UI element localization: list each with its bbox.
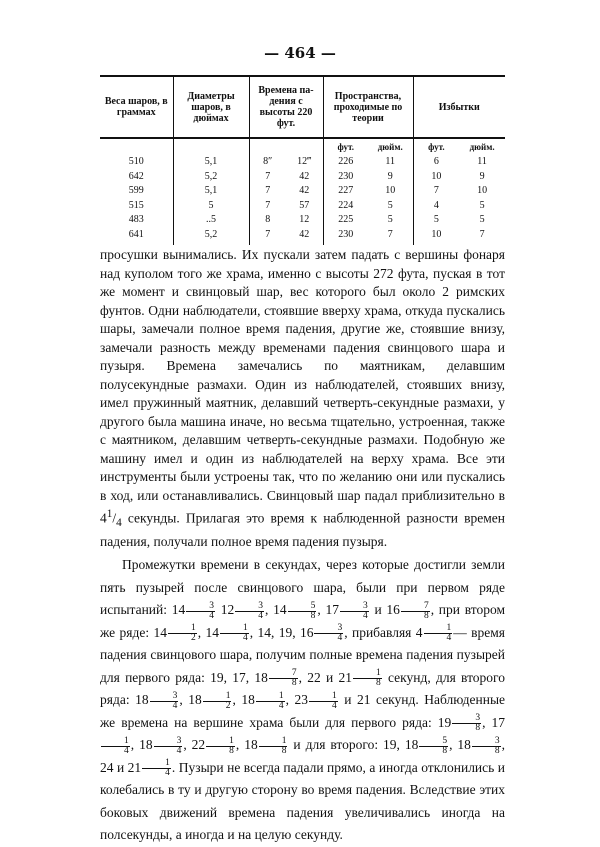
cell-time bbox=[249, 184, 323, 199]
cell-diameter: ..5 bbox=[173, 213, 249, 228]
fraction-denominator: 8 bbox=[442, 745, 448, 756]
time-seconds: 7 bbox=[265, 170, 271, 182]
space-feet: 230 bbox=[338, 170, 354, 182]
fraction-numerator: 1 bbox=[220, 624, 249, 634]
fraction-numerator: 1 bbox=[424, 624, 453, 634]
header-diameter: Диаметры шаров, в дюймах bbox=[173, 76, 249, 138]
space-inches: 9 bbox=[387, 170, 393, 182]
cell-excess bbox=[413, 228, 505, 246]
cell-time bbox=[249, 213, 323, 228]
unit-label: дюйм. bbox=[469, 142, 495, 152]
fraction bbox=[269, 669, 298, 688]
fraction bbox=[203, 692, 232, 711]
excess-inches: 5 bbox=[479, 214, 485, 225]
table-row bbox=[100, 213, 505, 228]
fraction bbox=[142, 759, 171, 778]
fraction bbox=[186, 602, 215, 621]
unit-cell-empty bbox=[173, 138, 249, 155]
text-run: , 17 bbox=[317, 602, 339, 618]
fraction bbox=[309, 692, 338, 711]
page-number: — 464 — bbox=[264, 44, 336, 62]
space-inches: 5 bbox=[387, 199, 393, 211]
fraction-denominator: 4 bbox=[362, 610, 368, 621]
text-run: и для второго: 19, 18 bbox=[288, 737, 419, 753]
text-run: , 18 bbox=[232, 692, 255, 708]
excess-inches: 11 bbox=[477, 156, 487, 167]
fraction bbox=[235, 602, 264, 621]
fraction-numerator: 1 bbox=[353, 669, 382, 679]
text-run: , 14 bbox=[197, 624, 219, 640]
cell-weight: 483 bbox=[128, 214, 144, 225]
fraction-denominator: 8 bbox=[423, 610, 429, 621]
fraction-denominator: 2 bbox=[225, 700, 231, 711]
text-run: секунды. Прилагая это время к наблюденной разности времен падения, получали полное время падения пузыря. bbox=[100, 510, 505, 549]
fraction-denominator: 4 bbox=[209, 610, 214, 621]
unit-cell-empty bbox=[249, 138, 323, 155]
fraction-numerator: 7 bbox=[269, 669, 298, 679]
time-seconds: 8″ bbox=[263, 156, 273, 167]
cell-time bbox=[249, 170, 323, 185]
excess-feet: 5 bbox=[433, 214, 439, 225]
cell-diameter: 5,1 bbox=[173, 184, 249, 199]
space-feet: 230 bbox=[338, 228, 354, 240]
fraction-denominator: 2 bbox=[190, 633, 196, 644]
fraction-numerator: 3 bbox=[472, 737, 501, 747]
text-run: — время падения свинцового шара, получим полные времена падения пузырей для первого ряда: 19, 17, 18 bbox=[100, 624, 506, 685]
cell-excess bbox=[413, 199, 505, 214]
fraction-denominator: 4 bbox=[332, 700, 337, 711]
data-table bbox=[100, 75, 505, 245]
cell-space bbox=[323, 155, 413, 170]
text-run: , 23 bbox=[285, 692, 308, 708]
table-row bbox=[100, 228, 505, 246]
time-seconds: 7 bbox=[265, 199, 271, 211]
fraction-numerator: 3 bbox=[186, 602, 215, 612]
space-feet: 224 bbox=[338, 199, 354, 211]
table-header-row bbox=[100, 76, 505, 138]
text-run: 4 bbox=[116, 517, 122, 530]
fraction-numerator: 3 bbox=[154, 737, 183, 747]
fraction-denominator: 4 bbox=[258, 610, 263, 621]
excess-feet: 7 bbox=[433, 185, 439, 196]
cell-diameter: 5,2 bbox=[173, 228, 249, 246]
text-run: , 14 bbox=[264, 602, 287, 618]
cell-space bbox=[323, 184, 413, 199]
fraction-denominator: 8 bbox=[281, 745, 287, 756]
time-thirds: 12 bbox=[299, 214, 310, 225]
table-row bbox=[100, 199, 505, 214]
text-run: , 18 bbox=[449, 737, 471, 753]
fraction-numerator: 5 bbox=[419, 737, 448, 747]
unit-label: фут. bbox=[337, 142, 354, 152]
text-run: , 17 bbox=[482, 714, 505, 730]
excess-inches: 7 bbox=[479, 228, 485, 240]
fraction-numerator: 1 bbox=[309, 692, 338, 702]
fraction-denominator: 8 bbox=[375, 678, 381, 689]
fraction bbox=[424, 624, 453, 643]
time-seconds: 7 bbox=[265, 228, 271, 240]
header-space: Пространства, проходимые по теории bbox=[323, 76, 413, 138]
cell-time bbox=[249, 228, 323, 246]
fraction bbox=[150, 692, 179, 711]
text-run: 1 bbox=[106, 508, 113, 520]
header-excess: Избытки bbox=[413, 76, 505, 138]
cell-time bbox=[249, 155, 323, 170]
time-seconds: 8 bbox=[265, 214, 271, 225]
fraction bbox=[154, 737, 183, 756]
cell-time bbox=[249, 199, 323, 214]
fraction bbox=[220, 624, 249, 643]
cell-diameter: 5,2 bbox=[173, 170, 249, 185]
unit-cell-excess bbox=[413, 138, 505, 155]
cell-space bbox=[323, 199, 413, 214]
fraction-numerator: 3 bbox=[235, 602, 264, 612]
cell-diameter: 5 bbox=[173, 199, 249, 214]
time-seconds: 7 bbox=[265, 185, 271, 196]
fraction-numerator: 3 bbox=[314, 624, 343, 634]
fraction-numerator: 3 bbox=[452, 714, 481, 724]
text-run: , 24 и 21 bbox=[100, 737, 506, 775]
table-row bbox=[100, 170, 505, 185]
text-run: Промежутки времени в секундах, через которые достигли земли пять пузырей после свинцового шара, были при первом ряде испытаний: 14 bbox=[100, 557, 505, 618]
cell-space bbox=[323, 213, 413, 228]
text-run: и 21 секунд. Наблюденные же времена на вершине храма были для первого ряда: 19 bbox=[100, 692, 506, 730]
fraction bbox=[452, 714, 481, 733]
text-run: , при втором же ряде: 14 bbox=[100, 602, 506, 640]
fraction bbox=[206, 737, 235, 756]
fraction-numerator: 1 bbox=[259, 737, 288, 747]
space-feet: 226 bbox=[338, 156, 354, 167]
fraction bbox=[472, 737, 501, 756]
cell-excess bbox=[413, 184, 505, 199]
fraction-numerator: 7 bbox=[401, 602, 430, 612]
time-thirds: 42 bbox=[299, 228, 310, 240]
excess-feet: 10 bbox=[431, 228, 442, 240]
fraction-denominator: 4 bbox=[337, 633, 343, 644]
fraction-numerator: 1 bbox=[206, 737, 235, 747]
text-run: секунд, для второго ряда: 18 bbox=[100, 669, 505, 708]
fraction-denominator: 4 bbox=[172, 700, 178, 711]
fraction bbox=[314, 624, 343, 643]
cell-weight: 599 bbox=[128, 185, 144, 196]
body-text bbox=[100, 246, 505, 847]
unit-label: фут. bbox=[428, 142, 445, 152]
fraction-numerator: 3 bbox=[150, 692, 179, 702]
text-run: и 16 bbox=[369, 602, 400, 618]
text-run: , прибавляя 4 bbox=[344, 624, 423, 640]
text-run: / bbox=[112, 510, 117, 526]
text-run: , 14, 19, 16 bbox=[249, 624, 314, 640]
excess-feet: 4 bbox=[433, 199, 439, 211]
space-inches: 5 bbox=[387, 214, 393, 225]
cell-weight: 642 bbox=[128, 170, 144, 182]
unit-label: дюйм. bbox=[377, 142, 403, 152]
fraction-denominator: 8 bbox=[310, 610, 316, 621]
fraction-numerator: 5 bbox=[288, 602, 317, 612]
fraction-denominator: 8 bbox=[291, 678, 297, 689]
cell-weight: 510 bbox=[128, 156, 144, 167]
time-thirds: 42 bbox=[299, 170, 310, 182]
fraction bbox=[259, 737, 288, 756]
cell-excess bbox=[413, 155, 505, 170]
header-time: Времена падения с высоты 220 фут. bbox=[249, 76, 323, 138]
excess-inches: 5 bbox=[479, 199, 485, 211]
cell-weight: 515 bbox=[128, 199, 144, 211]
paragraph-2 bbox=[100, 554, 505, 847]
fraction-denominator: 8 bbox=[494, 745, 500, 756]
paragraph-1 bbox=[100, 246, 505, 551]
time-thirds: 57 bbox=[299, 199, 310, 211]
fraction-numerator: 1 bbox=[101, 737, 130, 747]
text-run: . Пузыри не всегда падали прямо, а иногда отклонились и колебались в ту и другую сторону во время падения. Вследствие этих боковых движений времена падения увеличивались иногда на полсекунды, а иногда и на целую секунду. bbox=[100, 759, 505, 843]
text-run: , 22 и 21 bbox=[298, 669, 352, 685]
fraction-denominator: 8 bbox=[229, 745, 234, 756]
fraction-numerator: 1 bbox=[142, 759, 171, 769]
cell-excess bbox=[413, 170, 505, 185]
unit-cell-space bbox=[323, 138, 413, 155]
text-run: , 18 bbox=[235, 737, 258, 753]
header-weight: Веса шаров, в граммах bbox=[100, 76, 173, 138]
cell-diameter: 5,1 bbox=[173, 155, 249, 170]
fraction bbox=[401, 602, 430, 621]
cell-space bbox=[323, 170, 413, 185]
fraction-denominator: 8 bbox=[475, 723, 481, 734]
space-feet: 225 bbox=[338, 214, 354, 225]
table-row bbox=[100, 184, 505, 199]
text-run: , 22 bbox=[183, 737, 206, 753]
table-unit-row bbox=[100, 138, 505, 155]
fraction bbox=[168, 624, 197, 643]
fraction-denominator: 4 bbox=[278, 700, 284, 711]
space-inches: 11 bbox=[385, 156, 396, 167]
fraction bbox=[340, 602, 369, 621]
text-run: , 18 bbox=[179, 692, 202, 708]
fraction bbox=[419, 737, 448, 756]
fraction bbox=[256, 692, 285, 711]
fraction-denominator: 4 bbox=[242, 633, 248, 644]
space-feet: 227 bbox=[338, 185, 354, 196]
fraction-denominator: 4 bbox=[446, 633, 452, 644]
table-row bbox=[100, 155, 505, 170]
time-thirds: 42 bbox=[299, 185, 310, 196]
fraction-denominator: 4 bbox=[176, 745, 182, 756]
space-inches: 10 bbox=[385, 185, 396, 196]
cell-space bbox=[323, 228, 413, 246]
fraction-numerator: 1 bbox=[256, 692, 285, 702]
excess-feet: 6 bbox=[433, 156, 439, 167]
text-run: , 18 bbox=[130, 737, 153, 753]
fraction-denominator: 4 bbox=[124, 745, 129, 756]
excess-feet: 10 bbox=[431, 170, 442, 182]
fraction bbox=[288, 602, 317, 621]
time-thirds: 12‴ bbox=[297, 156, 312, 167]
excess-inches: 9 bbox=[479, 170, 485, 182]
space-inches: 7 bbox=[387, 228, 393, 240]
fraction-numerator: 1 bbox=[168, 624, 197, 634]
text-run: просушки вынимались. Их пускали затем падать с вершины фонаря над куполом того же храма, именно с высоты 272 фута, пуская в тот же момент и свинцовый шар, вес которого был около 2 римских фунтов. Одни наблюдатели, стоявшие вверху храма, откуда пускались шары, замечали полное время падения, другие же, стоявшие внизу, замечали разность между временами падения свинцового шара и пузыря. Времена замечались по маятникам, делавшим полусекундные размахи. Один из наблюдателей, стоявших внизу, имел пружинный маятник, делавший четверть-секундные размахи, у другого была машина иначе, но весьма тщательно, устроенная, также с маятником, делавшим четверть-секундные размахи. Подобную же машину имел и один из наблюдателей на верху храма. Все эти инструменты были устроены так, что по желанию они или пускались в ход, или останавливались. Свинцовый шар падал приблизительно в 4 bbox=[100, 247, 505, 526]
text-run: 12 bbox=[215, 602, 235, 618]
fraction-denominator: 4 bbox=[165, 768, 170, 779]
unit-cell-empty bbox=[100, 138, 173, 155]
fraction-numerator: 1 bbox=[203, 692, 232, 702]
cell-weight: 641 bbox=[128, 228, 144, 240]
fraction-numerator: 3 bbox=[340, 602, 369, 612]
fraction bbox=[101, 737, 130, 756]
excess-inches: 10 bbox=[477, 185, 488, 196]
fraction bbox=[353, 669, 382, 688]
cell-excess bbox=[413, 213, 505, 228]
